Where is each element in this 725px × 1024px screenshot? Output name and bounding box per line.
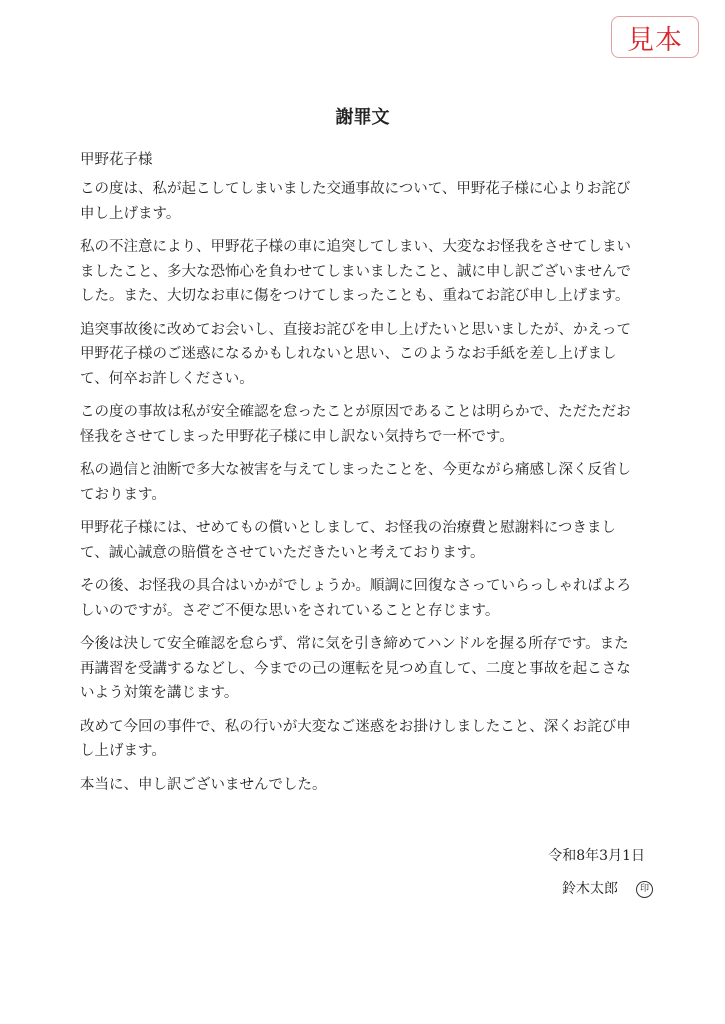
paragraph-line: て、何卒お許しください。 [80, 370, 254, 387]
paragraph [80, 318, 640, 392]
paragraph-line: 追突事故後に改めてお会いし、直接お詫びを申し上げたいと思いましたが、かえって [80, 321, 631, 338]
paragraph-line: 私の不注意により、甲野花子様の車に追突してしまい、大変なお怪我をさせてしまい [80, 239, 631, 255]
signature-block [562, 878, 653, 898]
paragraph-line: この度は、私が起こしてしまいました交通事故について、甲野花子様に心よりお詫び [80, 181, 631, 197]
paragraph-line: した。また、大切なお車に傷をつけてしまったことも、重ねてお詫び申し上げます。 [80, 288, 630, 304]
paragraph-line: 本当に、申し訳ございませんでした。 [80, 776, 327, 793]
paragraph-line: その後、お怪我の具合はいかがでしょうか。順調に回復なさっていらっしゃればよろ [80, 578, 631, 594]
paragraph [80, 715, 640, 764]
paragraph-line: て、誠心誠意の賠償をさせていただきたいと考えております。 [80, 544, 485, 561]
recipient: 甲野花子様 [80, 152, 153, 168]
paragraph-line: 甲野花子様には、せめてもの償いとしまして、お怪我の治療費と慰謝料につきまし [80, 520, 616, 536]
paragraph-line: し上げます。 [80, 743, 166, 759]
paragraph [80, 235, 640, 309]
signature-name: 鈴木太郎 [562, 881, 618, 897]
paragraph-line: 改めて今回の事件で、私の行いが大変なご迷惑をお掛けしましたこと、深くお詫び申 [80, 718, 631, 735]
paragraph-line: 私の過信と油断で多大な被害を与えてしまったことを、今更ながら痛感し深く反省し [80, 462, 631, 478]
paragraph [80, 400, 640, 449]
sample-stamp: 見本 [611, 16, 699, 58]
paragraph [80, 632, 640, 706]
paragraph [80, 773, 640, 798]
letter-body [80, 177, 640, 806]
paragraph [80, 516, 640, 565]
paragraph-line: 甲野花子様のご迷惑になるかもしれないと思い、このようなお手紙を差し上げまし [80, 346, 617, 362]
paragraph-line: 今後は決して安全確認を怠らず、常に気を引き締めてハンドルを握る所存です。また [80, 636, 629, 652]
paragraph-line: 怪我をさせてしまった甲野花子様に申し訳ない気持ちで一杯です。 [80, 428, 514, 445]
paragraph-line: ております。 [80, 486, 166, 503]
paragraph-line: しいのですが。さぞご不便な思いをされていることと存じます。 [80, 602, 500, 619]
paragraph [80, 177, 640, 226]
paragraph-line: この度の事故は私が安全確認を怠ったことが原因であることは明らかで、ただただお [80, 404, 631, 420]
document-title: 謝罪文 [335, 107, 390, 128]
paragraph [80, 574, 640, 623]
paragraph [80, 458, 640, 507]
paragraph-line: ましたこと、多大な恐怖心を負わせてしまいましたこと、誠に申し訳ございませんで [80, 263, 631, 280]
seal-mark: 印 [636, 881, 653, 898]
paragraph-line: 申し上げます。 [80, 205, 181, 222]
date: 令和8年3月1日 [548, 848, 645, 864]
paragraph-line: 再講習を受講するなどし、今までの己の運転を見つめ直して、二度と事故を起こさな [80, 660, 631, 677]
paragraph-line: いよう対策を講じます。 [80, 685, 239, 701]
